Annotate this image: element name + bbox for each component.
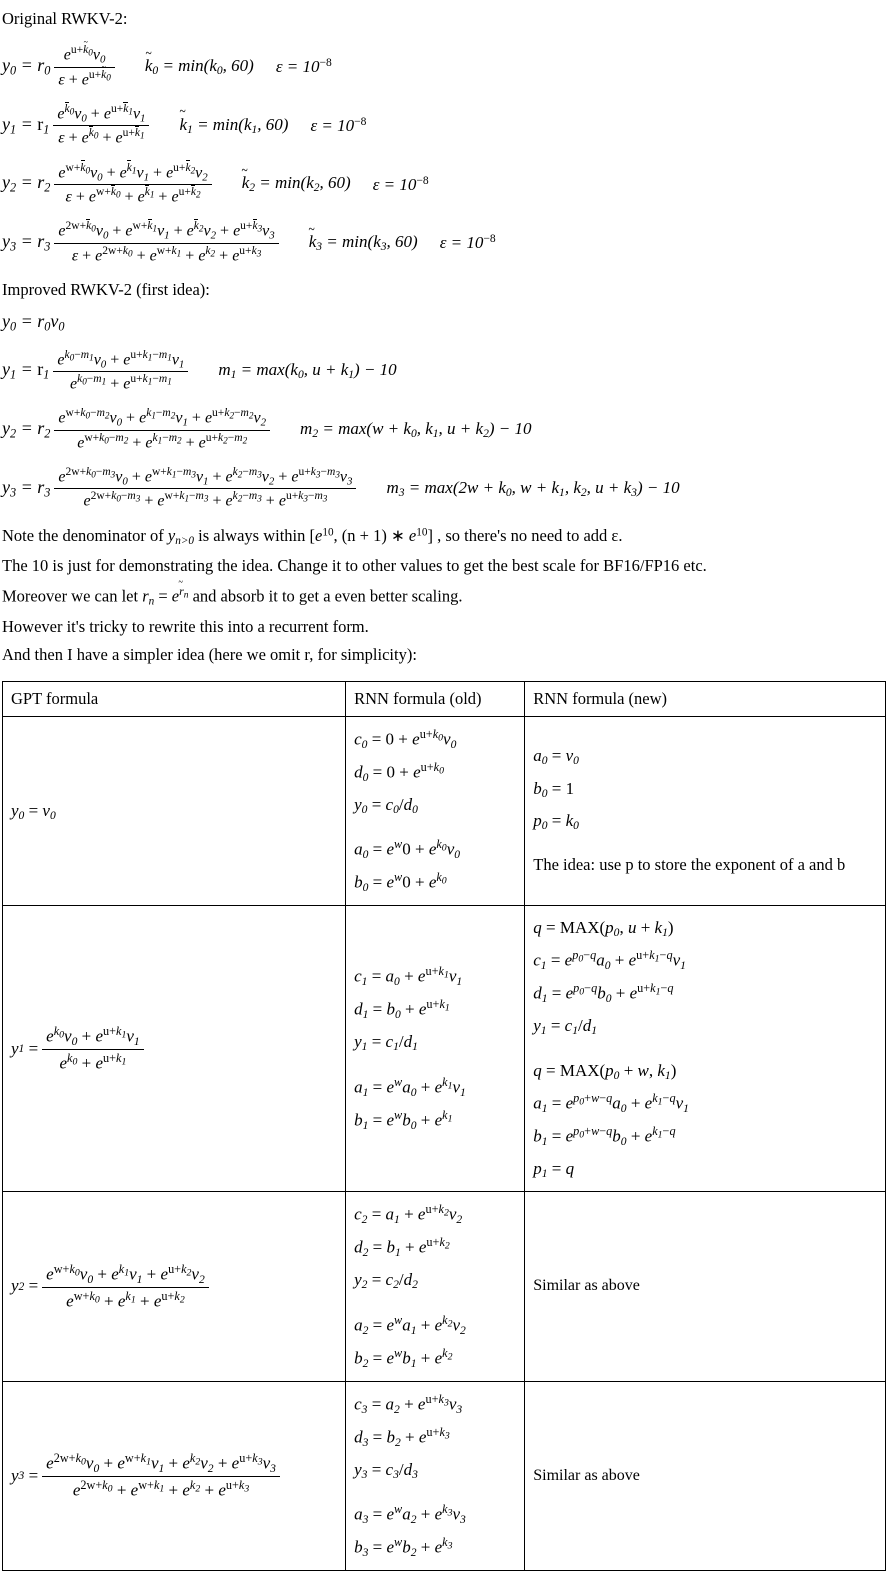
equation-lhs: $y_1 = r_1$ xyxy=(2,113,50,136)
fraction xyxy=(42,1451,280,1501)
fraction-numerator: $e^{k_0}v_0 + e^{u+k_1}v_1$ xyxy=(42,1024,144,1050)
equation-lhs: $y_0 = r_0$ xyxy=(2,54,51,78)
fraction-denominator: $\varepsilon + e^{k_0} + e^{u+k_1}$ xyxy=(58,127,145,147)
cell-rnn-new-y3: Similar as above xyxy=(525,1381,886,1570)
equation-lhs: $y_1 = r_1$ xyxy=(2,359,50,382)
equation-condition: $m_2 = \max(w + k_0$, $k_1$, $u + k_2) - 10$ xyxy=(300,419,532,441)
fraction-numerator: $e^{u+\sim k_0}v_0$ xyxy=(54,44,114,67)
cell-rnn-new-y1: $q = MAX(p_0$, $u + k_1$) $c_1 = e^{p_0-q}a_0 + e^{u+k_1-q}v_1$ $d_1 = e^{p_0-q}b_0 + e^{u+k_1-q}$ $y_1 = c_1/d_1$ $q = MAX(p_0 + w$, $k_1$) $a_1 = e^{p_0+w-q}a_0 + e^{k_1-q}v_1$ $b_1 = e^{p_0+w-q}b_0 + e^{k_1-q}$ $p_1 = q$ xyxy=(525,906,886,1192)
equation-epsilon: $\varepsilon = 10^{-8}$ xyxy=(275,56,332,76)
column-header-gpt: GPT formula xyxy=(3,681,346,716)
equation-improved-y0 xyxy=(2,311,886,334)
equation-lhs: $y_2 = r_2$ xyxy=(2,172,51,195)
note-part: and absorb it to get a even better scaling. xyxy=(188,586,463,606)
equation-original-y3 xyxy=(2,220,886,265)
note-subscript: n xyxy=(148,595,155,608)
cell-rnn-old-y3: $c_3 = a_2 + e^{u+k_3}v_3$ $d_3 = b_2 + e^{u+k_3}$ $y_3 = c_3/d_3$ $a_3 = e^wa_2 + e^{k_3}v_3$ $b_3 = e^wb_2 + e^{k_3}$ xyxy=(346,1381,525,1570)
idea-note: The idea: use p to store the exponent of a and b xyxy=(533,855,846,875)
fraction-numerator: $e^{k_0-m_1}v_0 + e^{u+k_1-m_1}v_1$ xyxy=(53,349,188,372)
fraction xyxy=(42,1024,144,1074)
fraction xyxy=(54,220,278,265)
equation-condition: ~ $k_2 = \min(k_2$, 60) xyxy=(242,173,351,194)
note-part: And then I have a simpler idea (here we omit r, for simplicity): xyxy=(2,645,417,665)
fraction-numerator: $e^{k_0}v_0 + e^{u+k_1}v_1$ xyxy=(53,103,149,126)
cell-gpt-formula-y2: y 2 = $\frac{e^{w+k_0}v_0 + e^{k_1}v_1 + e^{u+k_2}v_2}{e^{w+k_0} + e^{k_1} + e^{u+k_2}}$ xyxy=(3,1192,346,1381)
fraction-denominator: $\varepsilon + e^{u+\sim k_0}$ xyxy=(54,68,114,89)
equation-condition: ~ $k_0 = \min(k_0$, 60) xyxy=(145,56,254,77)
fraction xyxy=(53,103,149,148)
cell-rnn-old-y2: $c_2 = a_1 + e^{u+k_2}v_2$ $d_2 = b_1 + e^{u+k_2}$ $y_2 = c_2/d_2$ $a_2 = e^wa_1 + e^{k_2}v_2$ $b_2 = e^wb_1 + e^{k_2}$ xyxy=(346,1192,525,1381)
note-recurrent: However it's tricky to rewrite this into a recurrent form. xyxy=(2,617,369,637)
fraction xyxy=(42,1262,209,1312)
note-subscript: n xyxy=(183,590,189,601)
fraction-denominator: $e^{w+k_0} + e^{k_1} + e^{u+k_2}$ xyxy=(66,1288,185,1311)
note-absorb: Moreover we can let $r_n$ = e~ $^{r_n}$ and absorb it to get a even better scaling. xyxy=(2,583,886,610)
note-part: , (n + 1) ∗ xyxy=(333,525,409,545)
cell-rnn-new-y0: $a_0 = v_0$ $b_0 = 1$ $p_0 = k_0$ The idea: use p to store the exponent of a and b xyxy=(525,716,886,905)
fraction xyxy=(54,407,270,452)
equation-lhs: $y_3 = r_3$ xyxy=(2,476,51,500)
note-denominator: Note the denominator of $y_{n>0}$ is always within [$e^{10}$, (n + 1) ∗ $e^{10}$] , so there's no need to add ε. xyxy=(2,525,623,547)
table-row xyxy=(3,906,886,1192)
fraction-denominator: $\varepsilon + e^{w+k_0} + e^{k_1} + e^{u+k_2}$ xyxy=(65,186,201,206)
equation-epsilon: $\varepsilon = 10^{-8}$ xyxy=(372,173,429,194)
equation-lhs: $y_0 = r_0v_0$ xyxy=(2,311,65,334)
equation-improved-y1 xyxy=(2,349,886,394)
cell-rnn-new-y2: Similar as above xyxy=(525,1192,886,1381)
column-header-rnn-new: RNN formula (new) xyxy=(525,681,886,716)
equation-original-y2 xyxy=(2,162,886,207)
fraction-numerator: $e^{2w+k_0}v_0 + e^{w+k_1}v_1 + e^{k_2}v_2 + e^{u+k_3}v_3$ xyxy=(42,1451,280,1477)
equation-epsilon: $\varepsilon = 10^{-8}$ xyxy=(439,232,496,253)
note-part: = xyxy=(154,586,172,606)
fraction-denominator: $e^{k_0-m_1} + e^{u+k_1-m_1}$ xyxy=(69,373,172,393)
note-part: Note the denominator of xyxy=(2,525,168,545)
heading-original: Original RWKV-2: xyxy=(2,9,128,28)
equation-lhs: $y_2 = r_2$ xyxy=(2,418,51,441)
fraction xyxy=(54,162,211,207)
table-header-row xyxy=(3,681,886,716)
note-part: ] , so there's no need to add ε. xyxy=(427,525,623,545)
equation-lhs: $y_3 = r_3$ xyxy=(2,230,51,254)
equation-original-y1 xyxy=(2,103,886,148)
equation-condition: $m_1 = \max(k_0$, $u + k_1) - 10$ xyxy=(218,360,397,382)
column-header-rnn-old: RNN formula (old) xyxy=(346,681,525,716)
fraction xyxy=(54,44,114,89)
table-row xyxy=(3,1381,886,1570)
fraction-denominator: $e^{2w+k_0} + e^{w+k_1} + e^{k_2} + e^{u+k_3}$ xyxy=(72,1477,250,1500)
fraction-denominator: $\varepsilon + e^{2w+k_0} + e^{w+k_1} + e^{k_2} + e^{u+k_3}$ xyxy=(71,244,262,265)
fraction-denominator: $e^{w+k_0-m_2} + e^{k_1-m_2} + e^{u+k_2-m_2}$ xyxy=(77,431,248,452)
fraction-numerator: $e^{2w+k_0-m_3}v_0 + e^{w+k_1-m_3}v_1 + e^{k_2-m_3}v_2 + e^{u+k_3-m_3}v_3$ xyxy=(54,466,356,489)
fraction-numerator: $e^{w+k_0}v_0 + e^{k_1}v_1 + e^{u+k_2}v_2$ xyxy=(54,162,211,185)
equation-improved-y3 xyxy=(2,466,886,511)
note-exponent: 10 xyxy=(416,526,428,539)
note-subscript: n>0 xyxy=(175,534,194,547)
fraction xyxy=(54,466,356,511)
fraction xyxy=(53,349,188,394)
note-part: is always within [ xyxy=(194,525,315,545)
fraction-denominator: $e^{2w+k_0-m_3} + e^{w+k_1-m_3} + e^{k_2-m_3} + e^{u+k_3-m_3}$ xyxy=(83,490,328,510)
fraction-numerator: $e^{w+k_0}v_0 + e^{k_1}v_1 + e^{u+k_2}v_2$ xyxy=(42,1262,209,1288)
table-row xyxy=(3,716,886,905)
note-scale: The 10 is just for demonstrating the idea. Change it to other values to get the best scale for BF16/FP16 etc. xyxy=(2,556,707,576)
cell-rnn-old-y1: $c_1 = a_0 + e^{u+k_1}v_1$ $d_1 = b_0 + e^{u+k_1}$ $y_1 = c_1/d_1$ $a_1 = e^wa_0 + e^{k_1}v_1$ $b_1 = e^wb_0 + e^{k_1}$ xyxy=(346,906,525,1192)
equation-condition: ~ $k_1 = \min(k_1$, 60) xyxy=(179,115,288,136)
equation-condition: ~ $k_3 = \min(k_3$, 60) xyxy=(309,232,418,253)
note-exponent: 10 xyxy=(322,526,334,539)
equation-condition: $m_3 = \max(2w + k_0$, $w + k_1$, $k_2$, $u + k_3) - 10$ xyxy=(386,477,680,500)
heading-improved: Improved RWKV-2 (first idea): xyxy=(2,280,210,300)
formula-comparison-table xyxy=(2,681,886,1571)
equation-original-y0 xyxy=(2,44,886,89)
cell-gpt-formula-y0: $y_0 = v_0$ xyxy=(3,716,346,905)
note-simpler-idea xyxy=(2,644,886,666)
fraction-numerator: $e^{w+k_0-m_2}v_0 + e^{k_1-m_2}v_1 + e^{u+k_2-m_2}v_2$ xyxy=(54,407,270,430)
note-part: Moreover we can let xyxy=(2,586,143,606)
cell-gpt-formula-y1: y 1 = $\frac{e^{k_0}v_0 + e^{u+k_1}v_1}{e^{k_0} + e^{u+k_1}}$ xyxy=(3,906,346,1192)
fraction-denominator: $e^{k_0} + e^{u+k_1}$ xyxy=(59,1050,127,1073)
cell-rnn-old-y0: $c_0 = 0 + e^{u+k_0}v_0$ $d_0 = 0 + e^{u+k_0}$ $y_0 = c_0/d_0$ $a_0 = e^w0 + e^{k_0}v_0$ $b_0 = e^w0 + e^{k_0}$ xyxy=(346,716,525,905)
table-row xyxy=(3,1192,886,1381)
equation-epsilon: $\varepsilon = 10^{-8}$ xyxy=(310,114,367,135)
fraction-numerator: $e^{2w+k_0}v_0 + e^{w+k_1}v_1 + e^{k_2}v_2 + e^{u+k_3}v_3$ xyxy=(54,220,278,243)
equation-improved-y2 xyxy=(2,407,886,452)
cell-gpt-formula-y3: y 3 = $\frac{e^{2w+k_0}v_0 + e^{w+k_1}v_1 + e^{k_2}v_2 + e^{u+k_3}v_3}{e^{2w+k_0} + e^{w+k_1} + e^{k_2} + e^{u+k_3}}$ xyxy=(3,1381,346,1570)
